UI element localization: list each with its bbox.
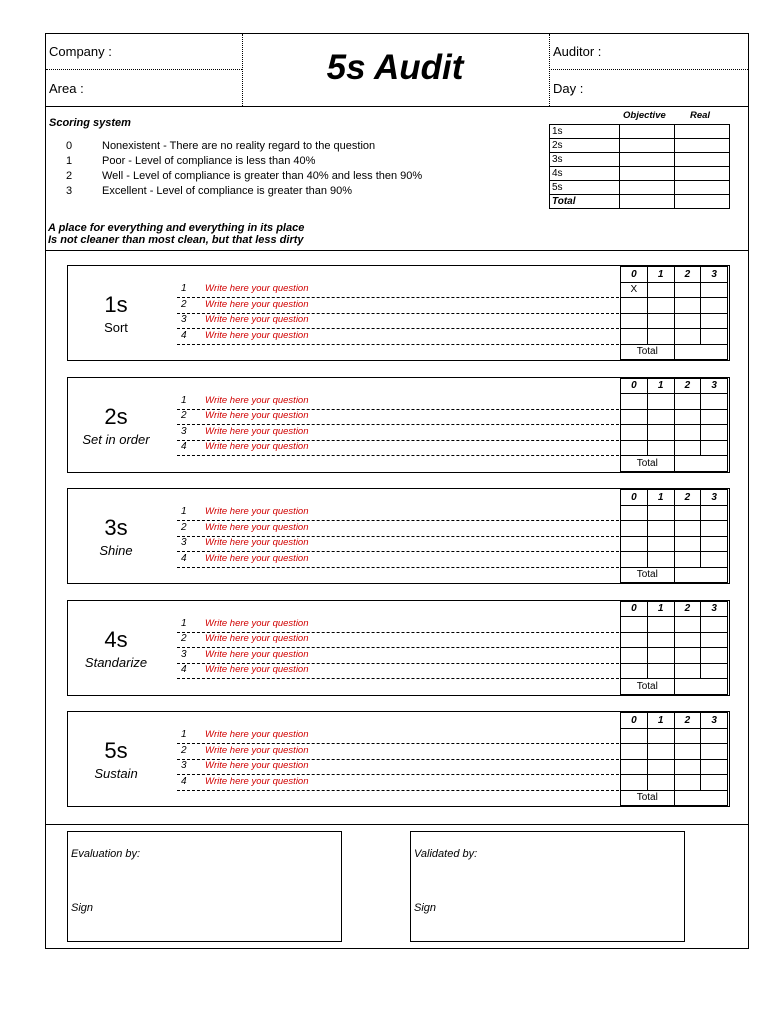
question-text[interactable]: Write here your question [205, 648, 309, 660]
section-total-value[interactable] [674, 679, 728, 695]
score-cell[interactable] [621, 648, 648, 664]
score-cell[interactable] [701, 728, 728, 744]
score-total-row [621, 344, 728, 360]
section-total-label: Total [621, 567, 675, 583]
question-number: 2 [181, 744, 187, 756]
score-cell[interactable] [674, 617, 701, 633]
question-text[interactable]: Write here your question [205, 552, 309, 564]
score-column-header: 0 [621, 713, 648, 729]
summary-row [550, 125, 730, 139]
score-cell[interactable] [621, 313, 648, 329]
score-cell[interactable] [674, 425, 701, 441]
section-total-label: Total [621, 790, 675, 806]
question-text[interactable]: Write here your question [205, 298, 309, 310]
section-number: 1s [104, 292, 128, 317]
score-total-row [621, 790, 728, 806]
score-cell[interactable] [701, 425, 728, 441]
score-column-header: 2 [674, 267, 701, 283]
validated-box[interactable] [410, 831, 685, 942]
summary-row-label: 4s [550, 167, 620, 181]
score-cell[interactable] [647, 313, 674, 329]
summary-real-cell[interactable] [675, 181, 730, 195]
score-cell[interactable] [674, 632, 701, 648]
question-row[interactable] [177, 664, 619, 679]
section-name: Set in order [82, 431, 150, 447]
score-cell[interactable] [674, 440, 701, 456]
score-cell[interactable] [701, 648, 728, 664]
question-row[interactable] [177, 410, 619, 425]
score-cell[interactable] [701, 282, 728, 298]
question-number: 3 [181, 314, 187, 325]
score-cell[interactable] [701, 298, 728, 314]
question-number: 2 [181, 298, 187, 310]
score-cell[interactable] [674, 409, 701, 425]
question-number: 4 [181, 664, 187, 675]
score-cell[interactable] [647, 394, 674, 410]
score-cell[interactable] [647, 648, 674, 664]
score-cell[interactable] [621, 744, 648, 760]
section-number: 5s [104, 738, 128, 763]
score-cell[interactable] [621, 394, 648, 410]
score-cell[interactable] [701, 505, 728, 521]
score-grid [620, 378, 728, 472]
score-cell[interactable] [621, 536, 648, 552]
score-row [621, 617, 728, 633]
company-label: Company : [49, 44, 112, 59]
score-cell[interactable] [674, 329, 701, 345]
score-column-header: 1 [647, 267, 674, 283]
header-bottom-line [46, 106, 748, 107]
audit-section [67, 377, 730, 473]
question-number: 4 [181, 552, 187, 564]
score-column-header: 0 [621, 601, 648, 617]
audit-section [67, 711, 730, 807]
score-row [621, 663, 728, 679]
score-row [621, 505, 728, 521]
section-total-value[interactable] [674, 456, 728, 472]
score-cell[interactable] [701, 632, 728, 648]
question-text[interactable]: Write here your question [205, 425, 309, 437]
question-text[interactable]: Write here your question [205, 410, 309, 421]
question-text[interactable]: Write here your question [205, 729, 309, 740]
score-header-row [621, 601, 728, 617]
question-number: 3 [181, 760, 187, 771]
question-text[interactable]: Write here your question [205, 506, 309, 517]
summary-objective-cell[interactable] [620, 181, 675, 195]
score-cell[interactable] [674, 775, 701, 791]
score-cell[interactable] [674, 648, 701, 664]
score-column-header: 2 [674, 490, 701, 506]
score-cell[interactable] [701, 552, 728, 568]
score-row [621, 329, 728, 345]
score-cell[interactable] [647, 282, 674, 298]
score-column-header: 0 [621, 378, 648, 394]
question-row[interactable] [177, 553, 619, 568]
question-row[interactable] [177, 441, 619, 456]
score-cell[interactable] [621, 409, 648, 425]
summary-real-cell[interactable] [675, 153, 730, 167]
score-cell[interactable] [701, 440, 728, 456]
question-text[interactable]: Write here your question [205, 664, 309, 675]
score-cell[interactable] [674, 282, 701, 298]
summary-real-cell[interactable] [675, 195, 730, 209]
question-number: 1 [181, 283, 187, 294]
score-cell[interactable] [701, 394, 728, 410]
score-row [621, 425, 728, 441]
score-cell[interactable] [647, 536, 674, 552]
score-column-header: 3 [701, 490, 728, 506]
score-column-header: 1 [647, 490, 674, 506]
score-column-header: 0 [621, 267, 648, 283]
scoring-level-number: 0 [66, 140, 73, 152]
page-title: 5s Audit [326, 48, 464, 87]
score-cell[interactable] [674, 521, 701, 537]
summary-row [550, 181, 730, 195]
area-label: Area : [49, 81, 84, 96]
score-column-header: 3 [701, 713, 728, 729]
section-total-value[interactable] [674, 567, 728, 583]
question-text[interactable]: Write here your question [205, 744, 309, 756]
summary-real-cell[interactable] [675, 139, 730, 153]
score-cell[interactable] [647, 552, 674, 568]
score-cell[interactable] [621, 775, 648, 791]
score-cell[interactable] [647, 298, 674, 314]
question-text[interactable]: Write here your question [205, 760, 309, 771]
header-divider-auditor [549, 69, 748, 70]
scoring-level-description: Well - Level of compliance is greater than 40% and less then 90% [102, 170, 423, 182]
score-cell[interactable] [674, 298, 701, 314]
score-grid [620, 489, 728, 583]
evaluation-box[interactable] [67, 831, 342, 942]
validated-sign-label: Sign [414, 902, 437, 914]
question-row[interactable] [177, 299, 619, 314]
score-row [621, 728, 728, 744]
score-cell[interactable] [621, 425, 648, 441]
score-row [621, 536, 728, 552]
score-column-header: 2 [674, 713, 701, 729]
motto-line-1: A place for everything and everything in its place [48, 222, 305, 234]
scoring-level-number: 2 [66, 170, 73, 182]
question-number: 1 [181, 506, 187, 517]
score-cell[interactable] [647, 759, 674, 775]
summary-objective-cell[interactable] [620, 195, 675, 209]
real-column-header: Real [690, 110, 711, 121]
question-row[interactable] [177, 314, 619, 329]
scoring-level-description: Poor - Level of compliance is less than 40% [102, 155, 316, 167]
score-grid [620, 712, 728, 806]
evaluation-label: Evaluation by: [71, 848, 141, 860]
question-text[interactable]: Write here your question [205, 537, 309, 548]
score-row [621, 552, 728, 568]
audit-section [67, 600, 730, 696]
score-cell[interactable] [647, 440, 674, 456]
question-number: 2 [181, 410, 187, 421]
question-text[interactable]: Write here your question [205, 394, 309, 406]
question-row[interactable] [177, 522, 619, 537]
section-total-label: Total [621, 456, 675, 472]
score-cell[interactable] [621, 440, 648, 456]
summary-row-label: Total [550, 195, 620, 209]
score-row [621, 440, 728, 456]
summary-row [550, 167, 730, 181]
score-cell[interactable] [701, 617, 728, 633]
question-row[interactable] [177, 649, 619, 664]
score-cell[interactable] [647, 425, 674, 441]
score-cell[interactable] [621, 728, 648, 744]
question-number: 1 [181, 394, 187, 406]
question-number: 2 [181, 633, 187, 644]
score-cell[interactable] [647, 728, 674, 744]
score-cell[interactable] [674, 759, 701, 775]
question-number: 3 [181, 648, 187, 660]
score-cell[interactable] [621, 298, 648, 314]
scoring-heading: Scoring system [49, 117, 131, 129]
summary-objective-cell[interactable] [620, 167, 675, 181]
score-total-row [621, 567, 728, 583]
summary-table [549, 124, 730, 209]
question-number: 4 [181, 441, 187, 452]
question-text[interactable]: Write here your question [205, 775, 309, 787]
score-cell[interactable] [621, 759, 648, 775]
score-column-header: 3 [701, 378, 728, 394]
score-cell[interactable] [674, 394, 701, 410]
sections-bottom-line [46, 824, 748, 825]
score-column-header: 3 [701, 267, 728, 283]
score-cell[interactable] [647, 617, 674, 633]
question-text[interactable]: Write here your question [205, 441, 309, 452]
question-text[interactable]: Write here your question [205, 521, 309, 533]
motto-line-2: Is not cleaner than most clean, but that less dirty [48, 234, 304, 246]
question-row[interactable] [177, 633, 619, 648]
scoring-level-number: 3 [66, 185, 73, 197]
section-total-label: Total [621, 344, 675, 360]
score-total-row [621, 679, 728, 695]
score-cell[interactable] [674, 728, 701, 744]
score-row [621, 759, 728, 775]
score-cell[interactable] [701, 313, 728, 329]
question-row[interactable] [177, 776, 619, 791]
score-cell[interactable] [674, 744, 701, 760]
score-cell[interactable] [647, 632, 674, 648]
question-row[interactable] [177, 283, 619, 298]
question-number: 1 [181, 729, 187, 740]
summary-row [550, 139, 730, 153]
scoring-level-description: Excellent - Level of compliance is greater than 90% [102, 185, 353, 197]
section-number: 4s [104, 626, 128, 652]
score-row [621, 521, 728, 537]
summary-row [550, 195, 730, 209]
audit-section [67, 265, 730, 361]
score-row [621, 648, 728, 664]
score-cell[interactable] [621, 505, 648, 521]
question-text[interactable]: Write here your question [205, 633, 309, 644]
score-cell[interactable] [621, 617, 648, 633]
header-divider-right [549, 34, 550, 106]
score-cell[interactable] [647, 744, 674, 760]
score-cell[interactable] [701, 536, 728, 552]
question-number: 4 [181, 329, 187, 341]
score-cell[interactable] [701, 744, 728, 760]
question-text[interactable]: Write here your question [205, 329, 309, 341]
score-row [621, 775, 728, 791]
objective-column-header: Objective [623, 110, 666, 121]
question-row[interactable] [177, 537, 619, 552]
score-header-row [621, 490, 728, 506]
score-header-row [621, 713, 728, 729]
question-row[interactable] [177, 330, 619, 345]
score-column-header: 3 [701, 601, 728, 617]
question-number: 1 [181, 617, 187, 629]
question-row[interactable] [177, 618, 619, 633]
question-number: 4 [181, 775, 187, 787]
question-row[interactable] [177, 395, 619, 410]
score-cell[interactable] [701, 329, 728, 345]
score-column-header: 2 [674, 601, 701, 617]
summary-row-label: 2s [550, 139, 620, 153]
scoring-level-description: Nonexistent - There are no reality regard to the question [102, 140, 376, 152]
section-name: Sort [104, 320, 128, 335]
summary-row-label: 3s [550, 153, 620, 167]
score-column-header: 0 [621, 490, 648, 506]
score-cell[interactable] [674, 552, 701, 568]
score-grid [620, 601, 728, 695]
summary-row-label: 1s [550, 125, 620, 139]
score-row [621, 744, 728, 760]
score-cell[interactable] [701, 409, 728, 425]
score-cell[interactable] [647, 505, 674, 521]
auditor-label: Auditor : [553, 44, 602, 59]
score-header-row [621, 378, 728, 394]
section-name: Sustain [94, 766, 138, 781]
question-row[interactable] [177, 760, 619, 775]
audit-form [45, 33, 749, 949]
question-row[interactable] [177, 745, 619, 760]
summary-objective-cell[interactable] [620, 139, 675, 153]
score-cell[interactable] [621, 663, 648, 679]
section-name: Shine [99, 543, 133, 558]
score-cell[interactable] [674, 663, 701, 679]
score-column-header: 1 [647, 601, 674, 617]
question-text[interactable]: Write here your question [205, 617, 309, 629]
score-cell[interactable] [647, 409, 674, 425]
summary-objective-cell[interactable] [620, 125, 675, 139]
score-row [621, 313, 728, 329]
section-total-value[interactable] [674, 344, 728, 360]
summary-objective-cell[interactable] [620, 153, 675, 167]
score-row [621, 409, 728, 425]
question-row[interactable] [177, 426, 619, 441]
score-column-header: 1 [647, 378, 674, 394]
score-row [621, 298, 728, 314]
score-header-row [621, 267, 728, 283]
score-cell[interactable] [701, 775, 728, 791]
section-number: 3s [104, 515, 128, 540]
score-cell[interactable]: X [621, 282, 648, 298]
summary-row [550, 153, 730, 167]
score-column-header: 2 [674, 378, 701, 394]
score-row [621, 632, 728, 648]
score-cell[interactable] [701, 663, 728, 679]
score-cell[interactable] [621, 632, 648, 648]
question-number: 3 [181, 425, 187, 437]
score-cell[interactable] [621, 552, 648, 568]
score-cell[interactable] [647, 775, 674, 791]
question-number: 3 [181, 537, 187, 548]
score-cell[interactable] [647, 521, 674, 537]
score-cell[interactable] [674, 536, 701, 552]
score-row [621, 394, 728, 410]
score-cell[interactable] [701, 759, 728, 775]
validated-label: Validated by: [414, 848, 478, 860]
day-label: Day : [553, 81, 584, 96]
question-number: 2 [181, 521, 187, 533]
evaluation-sign-label: Sign [71, 902, 94, 914]
score-total-row [621, 456, 728, 472]
section-name: Standarize [84, 654, 148, 670]
question-row[interactable] [177, 729, 619, 744]
audit-section [67, 488, 730, 584]
score-cell[interactable] [621, 329, 648, 345]
question-text[interactable]: Write here your question [205, 283, 309, 294]
score-cell[interactable] [674, 313, 701, 329]
score-cell[interactable] [621, 521, 648, 537]
section-total-label: Total [621, 679, 675, 695]
score-column-header: 1 [647, 713, 674, 729]
scoring-level-number: 1 [66, 155, 73, 167]
score-cell[interactable] [674, 505, 701, 521]
scoring-bottom-line [46, 250, 748, 251]
summary-real-cell[interactable] [675, 125, 730, 139]
score-grid [620, 266, 728, 360]
summary-row-label: 5s [550, 181, 620, 195]
question-row[interactable] [177, 506, 619, 521]
question-text[interactable]: Write here your question [205, 314, 309, 325]
section-total-value[interactable] [674, 790, 728, 806]
score-row [621, 282, 728, 298]
score-cell[interactable] [701, 521, 728, 537]
summary-real-cell[interactable] [675, 167, 730, 181]
header-divider-company [46, 69, 242, 70]
section-number: 2s [104, 403, 128, 429]
score-cell[interactable] [647, 663, 674, 679]
score-cell[interactable] [647, 329, 674, 345]
